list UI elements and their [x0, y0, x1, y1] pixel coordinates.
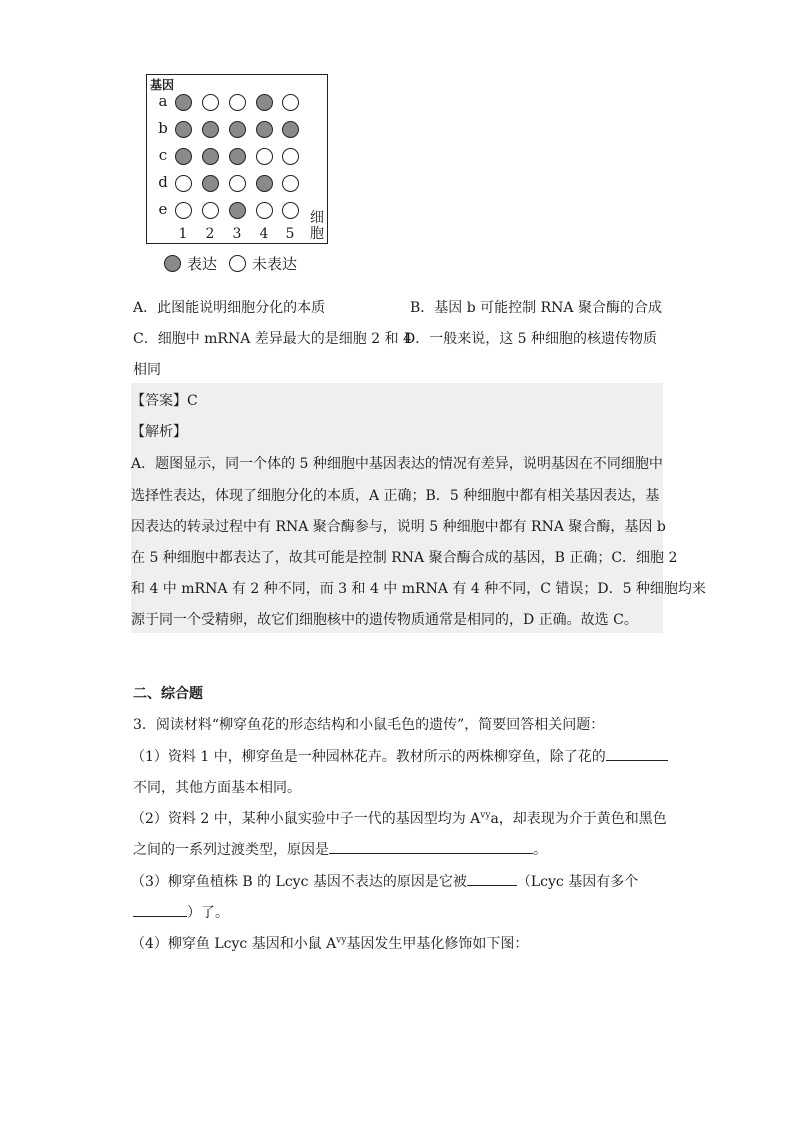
figure-legend	[164, 252, 297, 274]
question-3-2-line-2-text: 之间的一系列过渡类型，原因是	[133, 842, 329, 858]
cell-column-number: 3	[232, 226, 242, 242]
question-3-2-line-2	[133, 839, 547, 859]
question-3-2-line-1	[131, 808, 667, 828]
not-expressed-cell	[256, 202, 273, 219]
question-3-1-line-2: 不同，其他方面基本相同。	[133, 780, 301, 796]
not-expressed-cell	[202, 202, 219, 219]
question-3-1-line-1	[131, 746, 668, 766]
expressed-cell	[256, 121, 273, 138]
gene-row-label: d	[158, 173, 168, 191]
expressed-cell	[202, 121, 219, 138]
answer-blank[interactable]	[467, 871, 517, 886]
expressed-cell	[256, 94, 273, 111]
answer-label: 【答案】C	[131, 393, 198, 409]
question-3-4-line	[131, 933, 528, 953]
cell-column-number: 1	[178, 226, 188, 242]
option-b: B．基因 b 可能控制 RNA 聚合酶的合成	[410, 300, 662, 316]
not-expressed-cell	[282, 175, 299, 192]
allele-superscript: vy	[336, 935, 347, 946]
legend-expressed-label: 表达	[187, 254, 218, 273]
answer-blank[interactable]	[329, 839, 533, 854]
figure-title: 基因	[150, 78, 175, 92]
analysis-line: 因表达的转录过程中有 RNA 聚合酶参与，说明 5 种细胞中都有 RNA 聚合酶，基因 b	[131, 519, 666, 535]
question-3-3-line-2-end: ）了。	[187, 905, 229, 921]
question-3-3-text-pre: （3）柳穿鱼植株 B 的 Lcyc 基因不表达的原因是它被	[131, 874, 467, 890]
question-3-4-text-post: 基因发生甲基化修饰如下图：	[346, 936, 529, 952]
cell-column-number: 5	[285, 226, 295, 242]
question-3-3-line-2	[133, 902, 229, 922]
expressed-cell	[229, 121, 246, 138]
analysis-line: 和 4 中 mRNA 有 2 种不同，而 3 和 4 中 mRNA 有 4 种不同，C 错误；D．5 种细胞均来	[131, 581, 706, 597]
not-expressed-cell	[282, 148, 299, 165]
not-expressed-cell	[282, 202, 299, 219]
option-a: A．此图能说明细胞分化的本质	[133, 300, 326, 316]
analysis-line: 源于同一个受精卵，故它们细胞核中的遗传物质通常是相同的，D 正确。故选 C。	[131, 612, 638, 628]
cell-axis-label-2: 胞	[310, 226, 324, 242]
question-3-2-line-2-end: 。	[533, 842, 547, 858]
not-expressed-cell	[229, 175, 246, 192]
not-expressed-cell	[202, 94, 219, 111]
section-heading: 二、综合题	[133, 686, 203, 702]
legend-not-expressed-label: 未表达	[252, 254, 298, 273]
cell-column-number: 4	[259, 226, 269, 242]
answer-blank[interactable]	[133, 902, 187, 917]
expressed-cell	[229, 148, 246, 165]
analysis-line: 选择性表达，体现了细胞分化的本质，A 正确；B．5 种细胞中都有相关基因表达，基	[131, 488, 660, 504]
not-expressed-dot-icon	[229, 255, 246, 272]
gene-row-label: e	[158, 200, 168, 218]
expressed-dot-icon	[164, 255, 181, 272]
expressed-cell	[175, 121, 192, 138]
question-3-4-text-pre: （4）柳穿鱼 Lcyc 基因和小鼠 A	[131, 936, 337, 952]
analysis-line: 在 5 种细胞中都表达了，故其可能是控制 RNA 聚合酶合成的基因，B 正确；C．细胞 2	[131, 550, 678, 566]
not-expressed-cell	[256, 148, 273, 165]
option-d-continued: 相同	[133, 362, 161, 378]
option-d: D．一般来说，这 5 种细胞的核遗传物质	[404, 331, 658, 347]
allele-superscript: vy	[480, 810, 491, 821]
cell-axis-label	[309, 210, 325, 242]
expressed-cell	[175, 148, 192, 165]
not-expressed-cell	[175, 202, 192, 219]
analysis-label: 【解析】	[131, 424, 187, 440]
expressed-cell	[256, 175, 273, 192]
not-expressed-cell	[175, 175, 192, 192]
not-expressed-cell	[229, 94, 246, 111]
expressed-cell	[202, 148, 219, 165]
option-c: C．细胞中 mRNA 差异最大的是细胞 2 和 4	[133, 331, 412, 347]
cell-column-number: 2	[205, 226, 215, 242]
question-3-2-text-post: a，却表现为介于黄色和黑色	[490, 811, 667, 827]
question-3-3-text-post: （Lcyc 基因有多个	[516, 874, 639, 890]
expressed-cell	[175, 94, 192, 111]
question-3-2-text-pre: （2）资料 2 中，某种小鼠实验中子一代的基因型均为 A	[131, 811, 481, 827]
cell-axis-label-1: 细	[310, 210, 324, 226]
expressed-cell	[202, 175, 219, 192]
expressed-cell	[282, 121, 299, 138]
gene-row-label: c	[158, 146, 168, 164]
question-3-1-text: （1）资料 1 中，柳穿鱼是一种园林花卉。教材所示的两株柳穿鱼，除了花的	[131, 749, 606, 765]
question-3-3-line-1	[131, 871, 638, 891]
expressed-cell	[229, 202, 246, 219]
not-expressed-cell	[282, 94, 299, 111]
gene-row-label: a	[158, 92, 168, 110]
gene-row-label: b	[158, 119, 168, 137]
analysis-line: A．题图显示，同一个体的 5 种细胞中基因表达的情况有差异，说明基因在不同细胞中	[131, 456, 663, 472]
answer-blank[interactable]	[606, 746, 668, 761]
question-3-intro: 3．阅读材料“柳穿鱼花的形态结构和小鼠毛色的遗传”，简要回答相关问题：	[133, 717, 605, 733]
